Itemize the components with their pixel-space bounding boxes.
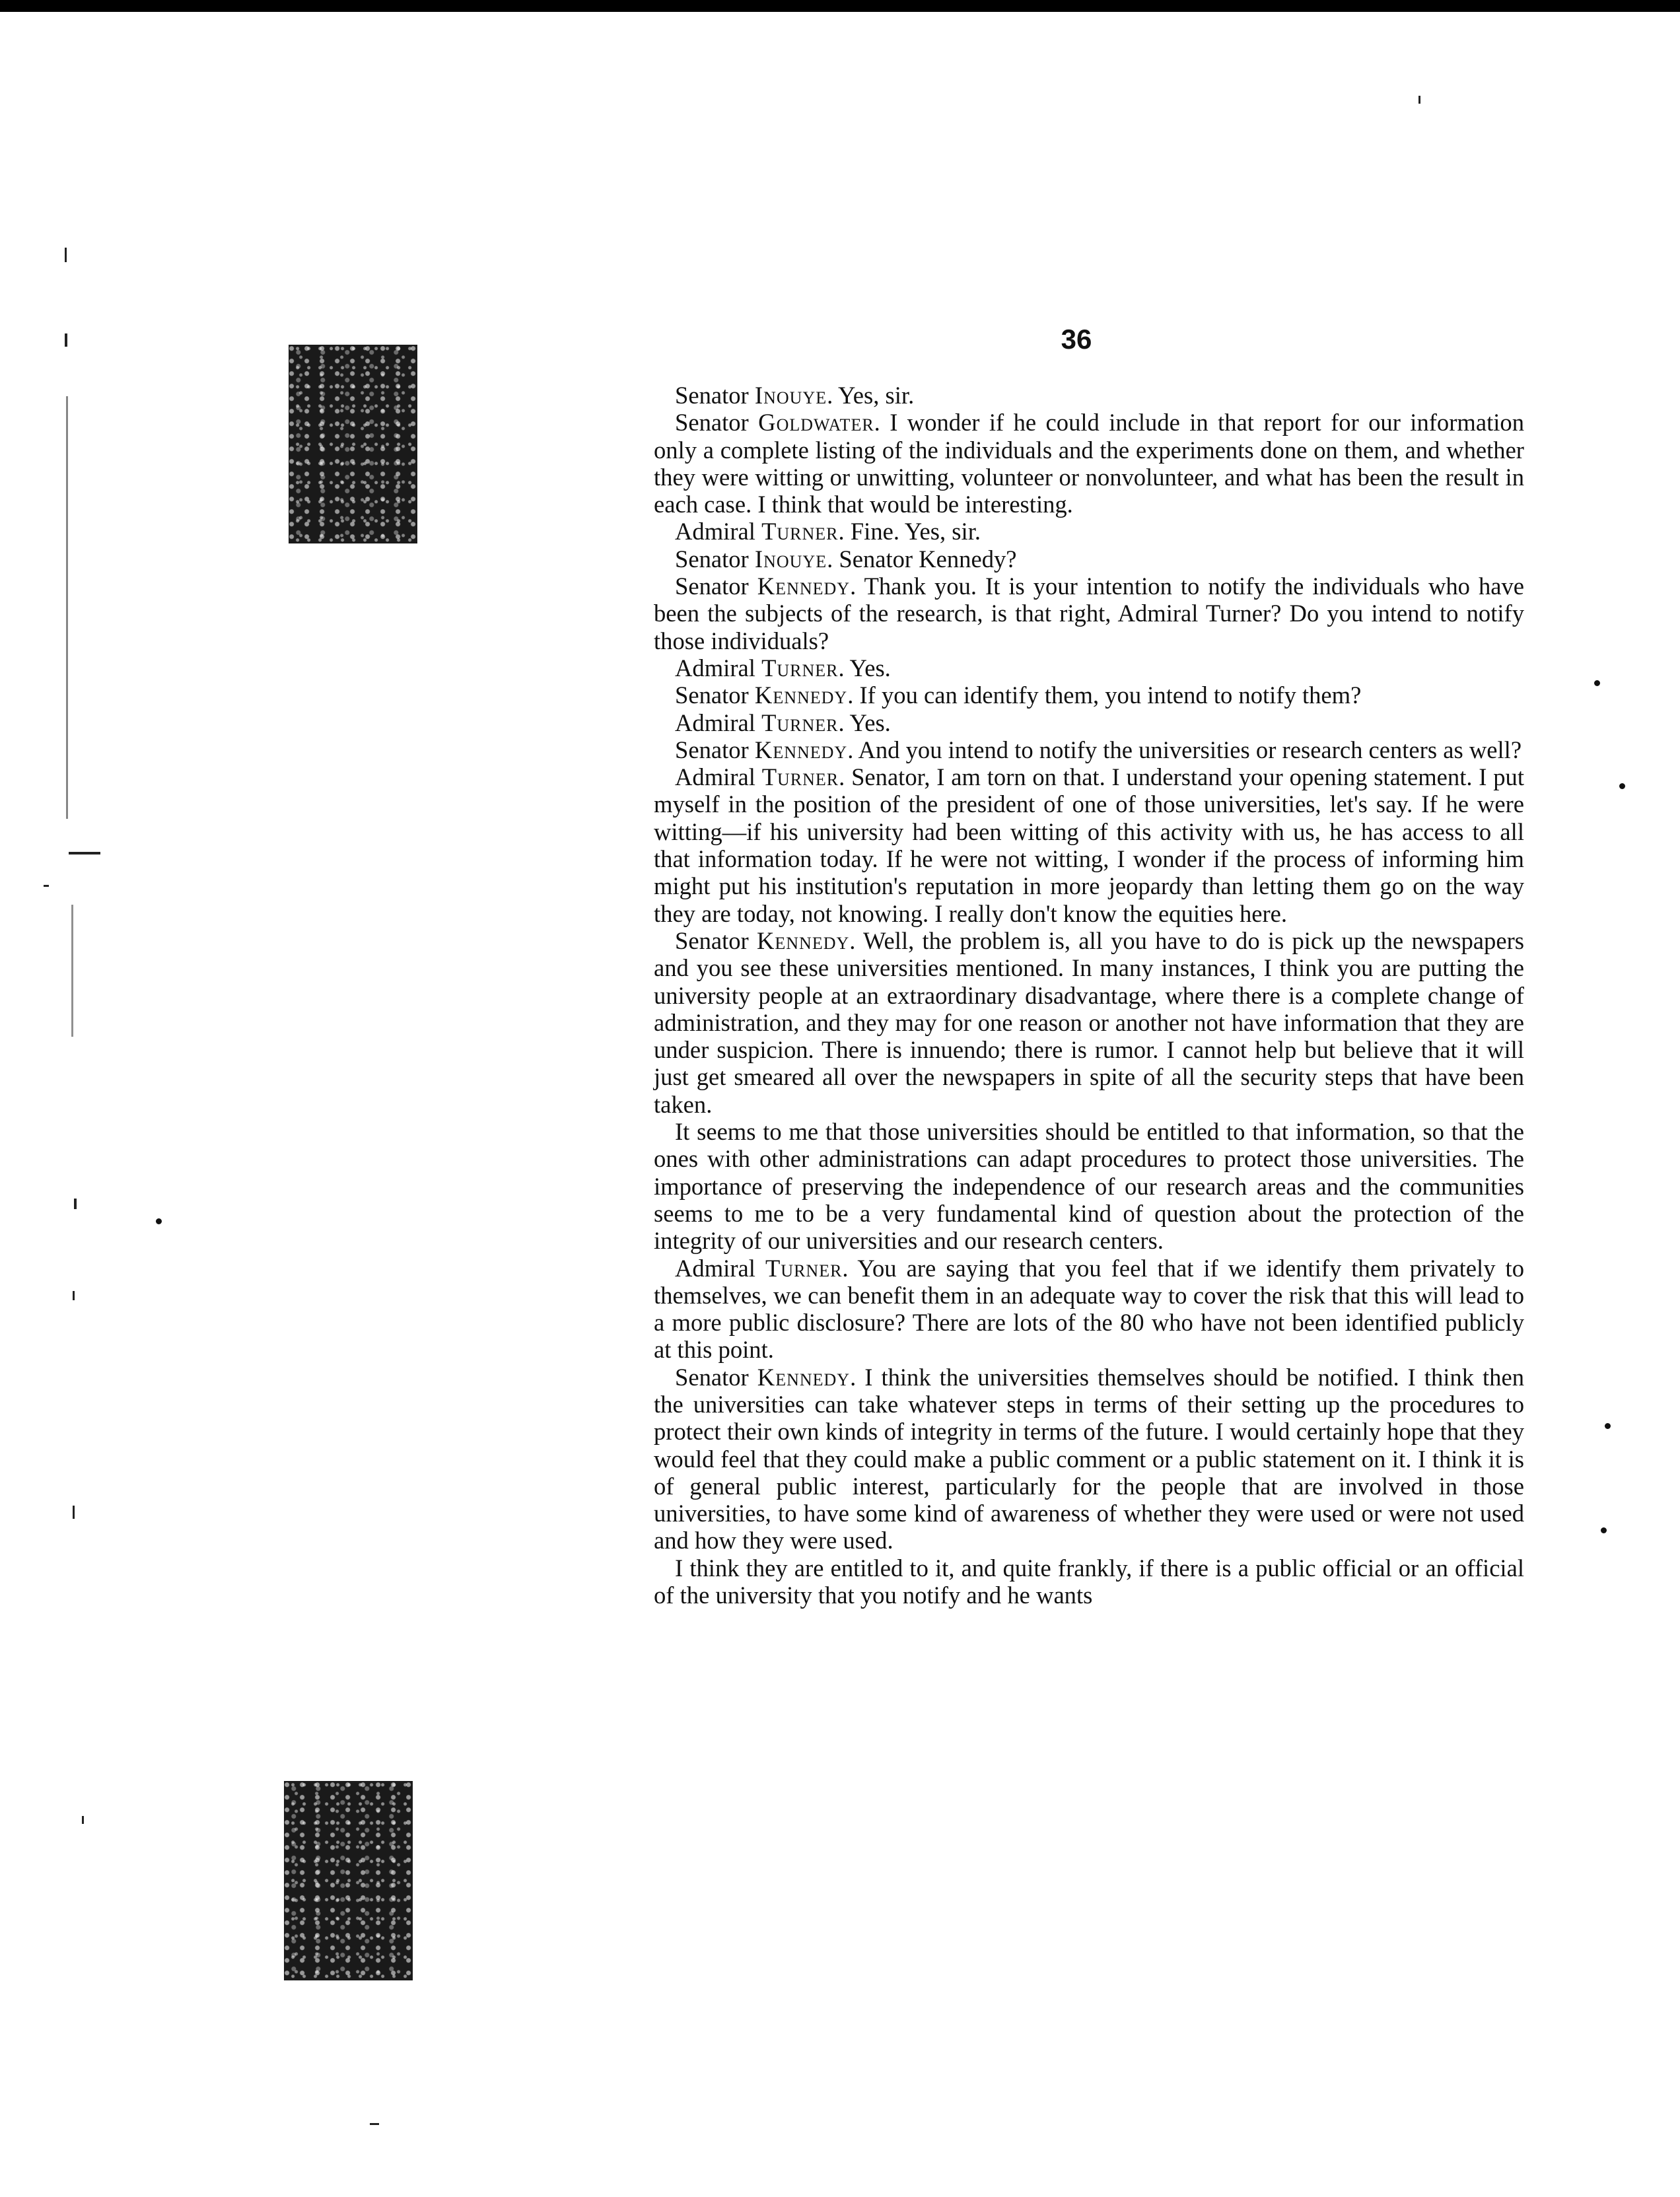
scan-artifact-mark: [1418, 96, 1420, 104]
scan-artifact-mark: [44, 885, 49, 887]
margin-bullet: [1601, 1527, 1607, 1533]
transcript-paragraph: Senator Inouye. Senator Kennedy?: [675, 545, 1017, 573]
scan-artifact-mark: [82, 1816, 84, 1824]
scan-top-border: [0, 0, 1680, 12]
speaker-name: Goldwater: [758, 409, 874, 436]
speaker-name: Inouye: [754, 382, 827, 409]
scan-artifact-mark: [71, 905, 73, 1037]
transcript-paragraph: Senator Kennedy. Thank you. It is your intention to notify the individuals who have been the subjects of the research, is that right, Admiral Turner? Do you intend to notify those individuals?: [654, 573, 1524, 654]
page-number: 36: [1061, 324, 1092, 355]
speaker-name: Turner: [761, 518, 839, 545]
speaker-name: Turner: [761, 709, 839, 736]
transcript-paragraph: Admiral Turner. Yes.: [675, 654, 891, 681]
transcript-paragraph: Admiral Turner. Fine. Yes, sir.: [675, 518, 981, 545]
scanned-photo-thumbnail-top: [289, 345, 417, 543]
transcript-paragraph: Senator Kennedy. Well, the problem is, all you have to do is pick up the newspapers and you see these universities mentioned. In many instances, I think you are putting the university people at an extraordinary disadvantage, where there is a complete change of administration, and they may for one reason or another not have information that they are under suspicion. There is innuendo; there is rumor. I cannot help but believe that it will just get smeared all over the newspapers in spite of all the security steps that have been taken.: [654, 926, 1524, 1118]
transcript-paragraph: Admiral Turner. Yes.: [675, 709, 891, 736]
transcript-body: [654, 382, 1524, 1609]
speaker-name: Kennedy: [757, 1363, 851, 1391]
transcript-paragraph: Admiral Turner. Senator, I am torn on that. I understand your opening statement. I put myself in the position of the president of one of those universities, let's say. If he were witting—if his university had been witting of this activity with us, he has access to all that information today. If he were not witting, I wonder if the process of informing him might put his institution's reputation in more jeopardy than letting them go on the way they are today, not knowing. I really don't know the equities here.: [654, 763, 1524, 927]
transcript-paragraph: Senator Goldwater. I wonder if he could include in that report for our information only a complete listing of the individuals and the experiments done on them, and whether they were witting or unwitting, volunteer or nonvolunteer, and what has been the result in each case. I think that would be interesting.: [654, 409, 1524, 518]
speaker-name: Inouye: [754, 545, 827, 573]
speaker-name: Turner: [761, 654, 839, 681]
speaker-name: Turner: [765, 1254, 843, 1282]
speaker-name: Kennedy: [754, 681, 848, 709]
transcript-paragraph: Senator Kennedy. And you intend to notify the universities or research centers as well?: [675, 736, 1522, 763]
scan-artifact-mark: [66, 396, 68, 819]
margin-bullet: [1594, 680, 1600, 686]
scan-artifact-mark: [370, 2123, 379, 2125]
speaker-name: Kennedy: [756, 926, 850, 954]
margin-bullet: [1605, 1423, 1611, 1429]
transcript-paragraph: Admiral Turner. You are saying that you feel that if we identify them privately to themselves, we can benefit them in an adequate way to cover the risk that this will lead to a more public disclosure? There are lots of the 80 who have not been identified publicly at this point.: [654, 1254, 1524, 1364]
scan-artifact-mark: [74, 1199, 77, 1209]
scan-artifact-mark: [65, 248, 67, 262]
transcript-paragraph: I think they are entitled to it, and quite frankly, if there is a public official or an official of the university that you notify and he wants: [654, 1554, 1524, 1609]
transcript-paragraph: Senator Kennedy. I think the universities themselves should be notified. I think then the universities can take whatever steps in terms of their setting up the procedures to protect their own kinds of integrity in terms of the future. I would certainly hope that they would feel that they could make a public comment or a public statement on it. I think it is of general public interest, particularly for the people that are involved in those universities, to have some kind of awareness of whether they were used or were not used and how they were used.: [654, 1363, 1524, 1554]
scan-artifact-mark: [65, 333, 67, 347]
scan-artifact-mark: [73, 1291, 75, 1300]
speaker-name: Kennedy: [757, 573, 851, 600]
scan-artifact-mark: [69, 852, 100, 854]
margin-bullet: [156, 1218, 162, 1224]
transcript-paragraph: It seems to me that those universities should be entitled to that information, so that the ones with other administrations can adapt procedures to protect those universities. The importance of preserving the independence of our research areas and the communities seems to me to be a very fundamental kind of question about the protection of the integrity of our universities and our research centers.: [654, 1118, 1524, 1255]
scanned-photo-thumbnail-bottom: [284, 1781, 413, 1980]
scan-artifact-mark: [73, 1506, 75, 1519]
transcript-paragraph: Senator Kennedy. If you can identify them, you intend to notify them?: [675, 681, 1362, 709]
speaker-name: Kennedy: [754, 736, 848, 763]
speaker-name: Turner: [761, 763, 839, 791]
margin-bullet: [1619, 783, 1625, 789]
transcript-paragraph: Senator Inouye. Yes, sir.: [675, 382, 915, 409]
